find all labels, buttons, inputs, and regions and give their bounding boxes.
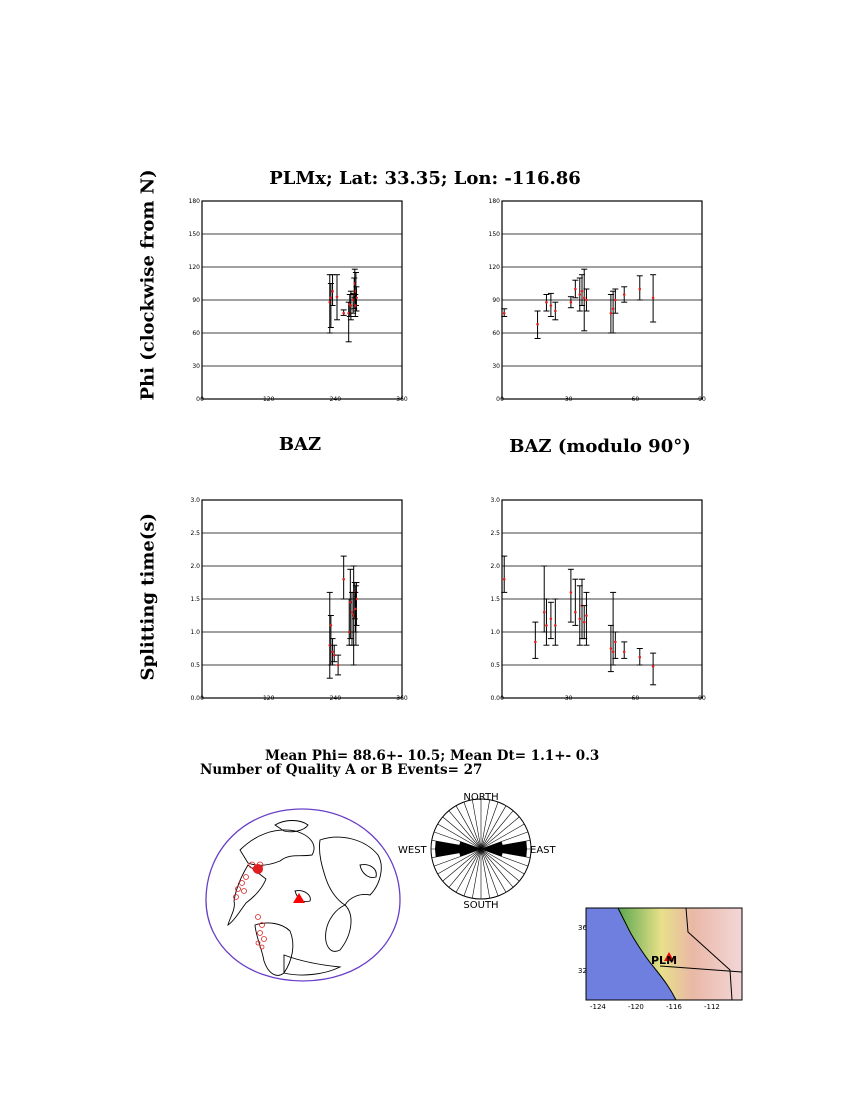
y-tick-label: 3.0 <box>490 497 500 504</box>
point-marker <box>638 288 641 291</box>
x-tick-label: 30 <box>564 695 573 702</box>
point-marker <box>623 651 626 654</box>
y-tick-label: 90 <box>192 297 200 304</box>
lon-tick: -120 <box>628 1003 644 1011</box>
point-marker <box>337 664 340 667</box>
point-marker <box>554 624 557 627</box>
y-tick-label: 150 <box>188 231 200 238</box>
point-marker <box>330 297 333 300</box>
y-tick-label: 0.0 <box>190 695 200 702</box>
point-marker <box>534 641 537 644</box>
point-marker <box>554 310 557 313</box>
x-tick-label: 90 <box>698 396 706 403</box>
point-marker <box>612 308 615 311</box>
world-map <box>200 805 405 985</box>
y-tick-label: 2.0 <box>190 563 200 570</box>
data-point <box>532 622 538 658</box>
y-tick-label: 2.0 <box>490 563 500 570</box>
point-marker <box>330 624 333 627</box>
y-tick-label: 1.5 <box>490 596 500 603</box>
rose-north-label: NORTH <box>463 792 499 803</box>
data-point <box>621 642 627 659</box>
plot-dt-baz-mod90 <box>480 492 720 707</box>
lat-tick: 32 <box>578 967 587 975</box>
rose-south-label: SOUTH <box>463 900 499 911</box>
plot-phi-baz <box>180 193 420 408</box>
point-marker <box>331 290 334 293</box>
point-marker <box>610 312 613 315</box>
point-marker <box>349 601 352 604</box>
point-marker <box>652 297 655 300</box>
point-marker <box>614 641 617 644</box>
data-point <box>572 280 578 298</box>
point-marker <box>585 299 588 302</box>
y-tick-label: 2.5 <box>490 530 500 537</box>
data-point <box>341 556 347 599</box>
data-point <box>548 602 554 638</box>
point-marker <box>550 618 553 621</box>
point-marker <box>503 578 506 581</box>
y-tick-label: 0.0 <box>490 695 500 702</box>
data-point <box>543 295 549 312</box>
y-tick-label: 0 <box>496 396 500 403</box>
point-marker <box>536 323 539 326</box>
point-marker <box>612 651 615 654</box>
lon-tick: -112 <box>704 1003 720 1011</box>
data-point <box>568 569 574 622</box>
y-tick-label: 1.0 <box>490 629 500 636</box>
mean-stats: Mean Phi= 88.6+- 10.5; Mean Dt= 1.1+- 0.3 <box>265 748 600 764</box>
baz-label: BAZ <box>278 434 322 455</box>
rose-diagram <box>395 788 570 913</box>
rose-west-label: WEST <box>398 845 427 856</box>
point-marker <box>354 608 357 611</box>
point-marker <box>585 614 588 617</box>
rose-east-label: EAST <box>530 845 556 856</box>
station-label: PLM <box>651 954 678 967</box>
y-tick-label: 180 <box>188 198 200 205</box>
y-tick-label: 90 <box>492 297 500 304</box>
coastlines <box>228 821 381 976</box>
y-tick-label: 180 <box>488 198 500 205</box>
point-marker <box>350 304 353 307</box>
y-tick-label: 1.0 <box>190 629 200 636</box>
point-marker <box>545 624 548 627</box>
point-marker <box>581 290 584 293</box>
point-marker <box>354 304 357 307</box>
y-tick-label: 60 <box>192 330 200 337</box>
x-tick-label: 30 <box>564 396 573 403</box>
point-marker <box>574 611 577 614</box>
y-tick-label: 30 <box>492 363 500 370</box>
x-tick-label: 60 <box>631 695 640 702</box>
y-tick-label: 3.0 <box>190 497 200 504</box>
x-tick-label: 60 <box>631 396 640 403</box>
y-tick-label: 120 <box>488 264 500 271</box>
data-point <box>637 649 643 666</box>
point-marker <box>614 299 617 302</box>
lat-tick: 36 <box>578 924 587 932</box>
point-marker <box>623 293 626 296</box>
data-point <box>650 653 656 685</box>
page-title: PLMx; Lat: 33.35; Lon: -116.86 <box>269 168 581 189</box>
data-point <box>650 275 656 322</box>
station-marker <box>293 893 305 903</box>
point-marker <box>331 651 334 654</box>
x-tick-label: 120 <box>262 396 275 403</box>
y-tick-label: 1.5 <box>190 596 200 603</box>
dt-axis-label: Splitting time(s) <box>137 513 159 681</box>
point-marker <box>351 611 354 614</box>
x-tick-label: 0 <box>500 396 504 403</box>
x-tick-label: 240 <box>329 695 342 702</box>
y-tick-label: 150 <box>488 231 500 238</box>
phi-axis-label: Phi (clockwise from N) <box>137 169 159 401</box>
y-tick-label: 0.5 <box>490 662 500 669</box>
point-marker <box>545 301 548 304</box>
x-tick-label: 90 <box>698 695 706 702</box>
baz-mod-label: BAZ (modulo 90°) <box>509 436 691 457</box>
point-marker <box>570 591 573 594</box>
x-tick-label: 0 <box>200 396 204 403</box>
data-point <box>341 310 347 316</box>
data-point <box>637 276 643 300</box>
data-point <box>552 302 558 320</box>
y-tick-label: 0.5 <box>190 662 200 669</box>
point-marker <box>336 295 339 298</box>
lon-tick: -116 <box>666 1003 682 1011</box>
point-marker <box>638 656 641 659</box>
y-tick-label: 0 <box>196 396 200 403</box>
data-point <box>334 275 340 320</box>
x-tick-label: 360 <box>396 396 408 403</box>
point-marker <box>550 304 553 307</box>
x-tick-label: 360 <box>396 695 408 702</box>
y-tick-label: 60 <box>492 330 500 337</box>
data-point <box>535 311 541 339</box>
data-point <box>568 297 574 308</box>
point-marker <box>503 312 506 315</box>
point-marker <box>578 293 581 296</box>
plot-dt-baz <box>180 492 420 707</box>
point-marker <box>342 578 345 581</box>
y-tick-label: 30 <box>192 363 200 370</box>
plot-phi-baz-mod90 <box>480 193 720 408</box>
y-tick-label: 120 <box>188 264 200 271</box>
event-cluster-marker <box>253 864 263 874</box>
regional-map <box>548 900 753 1015</box>
point-marker <box>570 301 573 304</box>
y-tick-label: 2.5 <box>190 530 200 537</box>
point-marker <box>543 611 546 614</box>
x-tick-label: 120 <box>262 695 275 702</box>
point-marker <box>583 621 586 624</box>
x-tick-label: 240 <box>329 396 342 403</box>
data-point <box>548 293 554 316</box>
point-marker <box>583 297 586 300</box>
point-marker <box>610 647 613 650</box>
event-count: Number of Quality A or B Events= 27 <box>200 762 483 778</box>
x-tick-label: 0 <box>200 695 204 702</box>
point-marker <box>342 312 345 315</box>
x-tick-label: 0 <box>500 695 504 702</box>
point-marker <box>574 288 577 291</box>
point-marker <box>578 618 581 621</box>
point-marker <box>652 665 655 668</box>
lon-tick: -124 <box>590 1003 606 1011</box>
